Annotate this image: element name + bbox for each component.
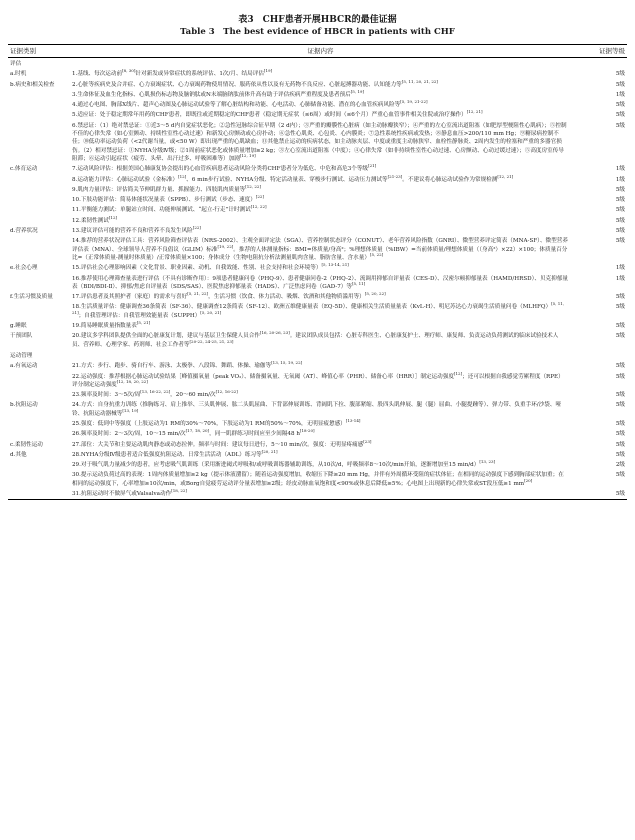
content-text: 16.推荐使用心理筛查量表进行评估（不具有诊断作用）：9项患者健康问卷（PHQ-9）、患者健康问卷-2（PHQ-2）、流调用抑郁自评量表（CES-D）、汉密尔顿抑郁量表（HAMD/HRSD）、贝克抑郁量表（BDI/BDI-Ⅱ）、抑郁/焦虑自评量表（SDS/SAS）、医院焦虑抑郁量表（HADS）、广泛焦虑问卷（GAD-7）等	[72, 275, 569, 290]
table-row	[8, 372, 627, 391]
cell-category	[8, 175, 70, 185]
cell-evidence-level: 5级	[615, 402, 625, 409]
table-row	[8, 292, 627, 302]
cell-evidence-level: 5级	[615, 420, 625, 427]
citation-ref: [5, 21]	[136, 320, 151, 326]
content-text: 23.频率及时间：3～5次/周	[72, 392, 141, 399]
citation-ref: [5, 22]	[369, 252, 384, 258]
cell-evidence-level: 5级	[615, 304, 625, 311]
citation-ref: [13, 16-22, 22]	[140, 389, 171, 395]
cell-content	[70, 226, 571, 236]
cell-content	[70, 470, 571, 489]
content-text: ，生活习惯（饮食、体力活动、吸烟、饮酒和其他物质滥用等）	[208, 294, 365, 301]
citation-ref: [12, 16-22]	[215, 389, 238, 395]
content-text: 8.运动能力评估：心肺运动试验（金标准）	[72, 176, 179, 183]
citation-ref: [12]	[453, 370, 463, 376]
table-row	[8, 185, 627, 195]
cell-category: a.有氧运动	[10, 363, 38, 370]
table-row	[8, 390, 627, 400]
citation-ref: [12, 21]	[466, 109, 483, 115]
table-row	[8, 226, 627, 236]
cell-content	[70, 90, 571, 100]
cell-content	[70, 80, 571, 90]
citation-ref: [12, 22]	[245, 184, 261, 189]
citation-ref: [12, 21]	[497, 173, 514, 179]
cell-content	[70, 450, 571, 460]
cell-category	[8, 216, 70, 226]
cell-evidence-level: 5级	[615, 81, 625, 88]
citation-ref: [12]	[178, 173, 187, 179]
citation-ref: [13, 23]	[479, 459, 496, 465]
table-row	[8, 121, 627, 164]
cell-category	[8, 460, 70, 470]
content-text: 3.生命体征及血生化指标、心肌损伤标志物及脑钠肽或N末端脑钠肽前体升高有助于评估疾病严重程度及患者预后	[72, 91, 351, 98]
citation-ref: [5, 20, 21]	[200, 309, 222, 315]
content-text: 7.运动风险评估：根据美国心肺康复协会提出的心血管疾病患者运动风险分类将CHF患者分为低危、中危和高危3个等级	[72, 166, 369, 173]
content-text: 。不建议将心肺运动试验作为常规检测	[402, 176, 498, 183]
citation-ref: [13, 19]	[122, 407, 139, 413]
table-row	[8, 90, 627, 100]
table-row	[8, 460, 627, 470]
content-text: 27.部位：大关节和主要运动肌肉静态或动态拉伸。频率与时间：建议每日进行，5～10 min/次。强度：无明显疼痛感	[72, 441, 364, 448]
cell-content	[70, 185, 571, 195]
cell-content	[70, 350, 571, 361]
cell-content	[70, 100, 571, 110]
table-caption-en: Table 3 The best evidence of HBCR in patients with CHF	[180, 27, 455, 37]
cell-category	[8, 195, 70, 205]
cell-evidence-level: 5级	[615, 217, 625, 224]
cell-evidence-level: 5级	[571, 489, 627, 500]
table-row	[8, 164, 627, 174]
content-text: 。建议团队成员包括：心脏专科医生、心脏康复护士、理疗师、康复师、负责运动负荷测试的临床试验技术人员、营养师、心理学家、药剂师、社会工作者等	[72, 333, 559, 348]
table-row	[8, 175, 627, 185]
cell-content	[70, 69, 571, 79]
table-header-row	[8, 45, 627, 58]
citation-ref: [12]	[108, 214, 118, 220]
citation-ref: [19]	[263, 68, 273, 74]
citation-ref: [5, 11, 21]	[72, 301, 565, 315]
citation-ref: [19, 22]	[217, 243, 234, 249]
cell-content	[70, 429, 571, 439]
content-text: ；自我管理评估：自我管理效能量表（SUPPH）	[78, 312, 201, 319]
cell-category	[8, 110, 70, 120]
cell-content	[70, 400, 571, 419]
citation-ref: [20-22, 24-25, 21, 23]	[189, 338, 234, 344]
citation-ref: [5, 19, 21-22]	[400, 99, 428, 105]
table-row	[8, 263, 627, 273]
table-row	[8, 321, 627, 331]
table-caption-cn: 表3 CHF患者开展HBCR的最佳证据	[238, 15, 397, 25]
cell-content	[70, 292, 571, 302]
table-row	[8, 419, 627, 429]
citation-ref: [12, 22]	[250, 204, 267, 210]
table-row	[8, 69, 627, 79]
cell-evidence-level: 5级	[615, 122, 625, 129]
cell-content	[70, 302, 571, 321]
cell-evidence-level: 5级	[615, 441, 625, 448]
cell-evidence-level: 5级	[615, 333, 625, 340]
content-text: 26.频率及时间：2～3次/周，10～15 min/次	[72, 431, 186, 438]
cell-content	[70, 489, 571, 500]
cell-evidence-level	[571, 58, 627, 70]
citation-ref: [18-20]	[299, 428, 315, 434]
table-row	[8, 274, 627, 293]
table-row	[8, 450, 627, 460]
content-text: 1.基线、每次运动前	[72, 71, 123, 78]
cell-evidence-level: 5级	[615, 238, 625, 245]
citation-ref: [5, 19]	[350, 89, 365, 95]
cell-category	[8, 205, 70, 215]
table-row	[8, 100, 627, 110]
citation-ref: [8, 30]	[122, 68, 136, 74]
cell-category: 运动管理	[10, 352, 33, 359]
cell-category	[8, 419, 70, 429]
citation-ref: [5, 13-14, 21]	[321, 262, 349, 268]
table-row	[8, 470, 627, 489]
cell-content	[70, 361, 571, 371]
content-text: 24.方式：自身抗重力训练（推胸练习、肩上推举、三头肌伸展、肱二头肌屈曲、下背部伸展训练、背阔肌下拉、腹部紧缩、股四头肌伸展、腿（腿）屈曲、小腿提踵等）、弹力带、负重手环/沙袋、哑铃、抗阻运动器械等	[72, 402, 562, 417]
content-text: ，同一肌群练习时间应至少间隔48 h	[209, 431, 300, 438]
cell-category: f.生活习惯及质量	[10, 294, 53, 301]
cell-category: c.柔韧性运动	[10, 441, 43, 448]
content-text: 22.运动强度：推荐根据心肺运动试验结果［峰值摄氧量（peak VO₂）、储备摄氧量、无氧阈（AT）、峰值心率（PHR）、储备心率（HRR）］制定运动强度	[72, 373, 454, 380]
cell-content	[70, 274, 571, 293]
cell-evidence-level: 5级	[615, 472, 625, 479]
content-text: 20.建议多学科团队提供全面的心脏康复计划，建议与基层卫生保健人员合作	[72, 333, 260, 340]
cell-evidence-level: 5级	[615, 451, 625, 458]
table-row	[8, 216, 627, 226]
cell-evidence-level: 5级	[615, 228, 625, 235]
citation-ref: [5, 11, 20, 21, 22]	[401, 78, 438, 84]
content-text: ，20～60 min/次	[170, 392, 216, 399]
cell-category: d.其他	[10, 451, 27, 458]
cell-evidence-level: 5级	[615, 392, 625, 399]
cell-evidence-level: 1级	[615, 265, 625, 272]
cell-category: d.营养状况	[10, 228, 38, 235]
cell-evidence-level: 5级	[615, 294, 625, 301]
cell-content	[70, 372, 571, 391]
cell-category: g.睡眠	[10, 323, 27, 330]
content-text: 4.通过心电图、胸部X线片、超声心动图及心肺运动试验等了解心脏结构和功能、心电活动、心肺储备功能、潜在的心血管疾病风险等	[72, 102, 401, 109]
citation-ref: [22]	[192, 225, 201, 231]
citation-ref: [21-23]	[387, 173, 403, 179]
cell-evidence-level: 1级	[615, 176, 625, 183]
citation-ref: [22]	[255, 194, 265, 200]
cell-category: e.社会心理	[10, 265, 38, 272]
citation-ref: [18, 22]	[171, 488, 188, 494]
cell-evidence-level: 2级	[615, 462, 625, 469]
citation-ref: [16, 20-26, 23]	[259, 330, 290, 336]
cell-content	[70, 440, 571, 450]
cell-category	[8, 274, 70, 293]
cell-content	[70, 331, 571, 350]
cell-category	[8, 302, 70, 321]
cell-evidence-level: 5级	[615, 102, 625, 109]
table-row	[8, 429, 627, 439]
content-text: 14.推荐的营养状况评估工具：营养风险筛查评估表（NRS-2002）、主观全面评定法（SGA）、营养控制状态评分（CONUT）、老年营养风险指数（GNRI）、微型营养评定简表（MNA-SF）、微型营养评估表（MNA）、全球领导人营养不良倡议（GLIM）标准	[72, 238, 568, 253]
table-row	[8, 361, 627, 371]
cell-category: b.病史和相关检查	[10, 81, 55, 88]
cell-evidence-level: 5级	[615, 112, 625, 119]
content-text: 25.强度：低到中等强度（上肢运动为1 RM的30%～70%，下肢运动为1 RM的50%～70%，无明显疲惫感）	[72, 420, 346, 427]
cell-content	[70, 390, 571, 400]
cell-evidence-level: 5级	[615, 373, 625, 380]
cell-content	[70, 110, 571, 120]
citation-ref: [5, 11]	[351, 280, 366, 286]
content-text: ；还可以根据自我感觉劳累程度（RPE）评分制定运动强度	[72, 373, 564, 388]
table-row	[8, 80, 627, 90]
cell-evidence-level: 5级	[615, 207, 625, 214]
table-row	[8, 195, 627, 205]
content-text: 21.方式：步行、跑步、骑自行车、游泳、太极拳、八段锦、舞蹈、体操、瑜伽等	[72, 363, 272, 370]
content-text: 。推荐的人体测量指标：BMI=体质量/身高²；%理想体质量（%IBW）=当前体质量/理想体质量（（身高²）×22）×100；体质量百分比=（正常体质量-测量时体质量）/正常体质量×100；身体成分（生物电阻抗分析法测量肌肉含量、脂肪含量、含水量）	[72, 246, 568, 261]
table-row	[8, 440, 627, 450]
cell-category	[8, 236, 70, 263]
content-text: 10.下肢功能评估：简易体能状况量表（SPPB）、步行测试（步态、速度）	[72, 197, 256, 204]
cell-category: a.时机	[10, 71, 27, 78]
content-text: 、6 min步行试验、NYHA分级、特定活动量表、穿梭步行测试、运动压力测试等	[186, 176, 388, 183]
cell-evidence-level: 5级	[615, 71, 625, 78]
evidence-table	[8, 44, 627, 500]
header-level: 证据等级	[571, 45, 627, 58]
cell-category	[8, 90, 70, 100]
cell-category	[8, 390, 70, 400]
content-text: 针对新发或异常症状的系统评估、1次/月、结局评估	[135, 71, 264, 78]
table-group-row	[8, 58, 627, 70]
cell-content	[70, 195, 571, 205]
cell-content	[70, 205, 571, 215]
table-row	[8, 236, 627, 263]
cell-evidence-level: 5级	[615, 363, 625, 370]
header-category: 证据类别	[8, 45, 70, 58]
table-row	[8, 489, 627, 500]
cell-evidence-level	[571, 350, 627, 361]
content-text: 2.心脏等疾病史及合并症、心力衰竭症状、心力衰竭药物使用情况、服药依从性以及有无药物不良反应、心脏起搏器功能、认知能力等	[72, 81, 402, 88]
table-row	[8, 400, 627, 419]
citation-ref: [20, 21]	[261, 449, 278, 455]
cell-content	[70, 263, 571, 273]
cell-evidence-level: 1级	[615, 91, 625, 98]
cell-evidence-level: 5级	[615, 197, 625, 204]
cell-content	[70, 164, 571, 174]
cell-category	[8, 470, 70, 489]
table-row	[8, 302, 627, 321]
cell-category	[8, 429, 70, 439]
citation-ref: [5, 21, 22]	[187, 291, 209, 297]
cell-category: c.体育运动	[10, 166, 38, 173]
content-text: 15.评估社会心理影响因素（文化背景、职业因素、动机、自我效能、性别、社会支持和社会环境等）	[72, 265, 322, 272]
citation-ref: [20]	[524, 477, 533, 483]
table-row	[8, 205, 627, 215]
content-text: 29.对于吸气肌力量减少的患者，应考虑吸气肌训练（采用渐进阈式呼吸和/或呼吸训练器辅助训练，从10次/d，呼吸频率8～10次/min开始，逐渐增加至15 min/d）	[72, 462, 480, 469]
cell-category	[8, 489, 70, 500]
citation-ref: [12, 18, 20, 22]	[116, 378, 148, 384]
cell-evidence-level: 1级	[615, 275, 625, 282]
content-text: 28.NYHA分级Ⅳ级患者适合低强度抗阻运动、日常生活活动（ADL）练习等	[72, 451, 262, 458]
content-text: 9.肌肉力量评估：评估简关节伸肌群力量、抓握能力、四肢肌肉质量等	[72, 186, 246, 193]
table-row	[8, 110, 627, 120]
cell-content	[70, 175, 571, 185]
content-text: 12.柔韧性测试	[72, 217, 109, 224]
citation-ref: [13, 15, 19, 22]	[271, 360, 303, 366]
content-text: 30.提示运动负荷过高的表现：1周内体质量增加≥2 kg（提示体液潴留）；随着运动强度增加，收缩压下降≥20 mm Hg，并伴有外周循环受阻的症状体征；在相同的运动强度下感到胸部症状加重；在相同的运动强度下，心率增加≥10次/min，或Borg自觉疲劳运动评分量表增加≥2级；经皮动脉血氧饱和度<90%或休息后降低≥5%；心电图上出现新的心律失常或ST段压低≥1 mm	[72, 472, 564, 487]
header-content: 证据内容	[70, 45, 571, 58]
cell-content	[70, 419, 571, 429]
cell-content	[70, 236, 571, 263]
content-text: 13.建议评估可能的营养不良和营养不良发生风险	[72, 228, 193, 235]
table-body	[8, 58, 627, 500]
citation-ref: [5, 20, 22]	[364, 291, 386, 297]
cell-category: 干预团队	[10, 333, 33, 340]
citation-ref: [21]	[368, 163, 377, 169]
citation-ref: [23]	[363, 438, 372, 444]
citation-ref: [17, 18, 20]	[185, 428, 210, 434]
content-text: 6.禁忌证：（1）绝对禁忌证：①近3～5 d内自觉症状恶化；②急性冠脉综合征早期（2 d内）；③严重的瓣膜性心脏病（如主动脉瓣狭窄）；④严重的左心室流出道阻塞（如肥厚型梗阻性心肌病）；⑤控制不佳的心律失常（如心室颤动、持续性室性心动过速）和新发心房颤动或心房扑动；⑥急性心肌炎、心包炎、心内膜炎；⑦急性系统性疾病或发热；⑧静息血压>200/110 mm Hg；⑨糖尿病控制不佳；⑩低功率运动负荷（<2代谢当量，或<50 W）即出现严重的心肌缺血；⑪其他禁止运动的疾病状态，如主动脉夹层、中度或重度主动脉狭窄、血栓性静脉炎、2周内发生的栓塞和严重的多器官损伤。（2）相对禁忌证：①NYHA分级Ⅳ级；②1周前症状恶化或体质量增加≥2 kg；③左心室流出道阻塞（中度）；④心律失常（如非持续性室性心动过速、心房颤动、心动过缓过速）；⑤高度房室传导阻滞；⑥运动引起症状（疲劳、头晕、出汗过多、呼吸困难等）加剧	[72, 122, 567, 162]
cell-content	[70, 58, 571, 70]
content-text: 31.抗阻运动时不做屏气或Valsalva动作	[72, 491, 172, 498]
cell-evidence-level: 5级	[615, 186, 625, 193]
content-text: 5.适应证：处于稳定期常年用药的CHF患者，即既往或近期稳定的CHF患者（稳定期无症状（≤6周）或时间（≤6个月）严重心血管事件相关住院或治疗操作）	[72, 112, 467, 119]
table-group-row	[8, 350, 627, 361]
cell-category	[8, 372, 70, 391]
cell-evidence-level: 5级	[615, 431, 625, 438]
content-text: 17.评估患者及其照护者（家庭）的需求与喜好	[72, 294, 188, 301]
citation-ref: [13-14]	[345, 418, 361, 424]
cell-category: 评估	[10, 61, 22, 67]
citation-ref: [12, 19]	[239, 153, 256, 159]
cell-evidence-level: 5级	[615, 323, 625, 330]
content-text: 19.简易睡眠质量指数量表	[72, 323, 137, 330]
table-row	[8, 331, 627, 350]
cell-content	[70, 321, 571, 331]
cell-content	[70, 460, 571, 470]
cell-evidence-level: 1级	[615, 166, 625, 173]
cell-category	[8, 121, 70, 164]
cell-content	[70, 121, 571, 164]
content-text: 18.生活质量评估：健康调查36条简表（SF-36）、健康调查12条简表（SF-12）、欧洲五维健康量表（EQ-5D）、健康相关生活质量量表（KvL-H）、明尼苏达心力衰竭生活质量问卷（MLHFQ）	[72, 304, 552, 311]
cell-category: b.抗阻运动	[10, 402, 38, 409]
cell-category	[8, 185, 70, 195]
cell-category	[8, 100, 70, 110]
cell-content	[70, 216, 571, 226]
content-text: 11.平衡能力测试：单腿站立时间、功能伸展测试、“起立-行走”计时测试	[72, 207, 251, 214]
